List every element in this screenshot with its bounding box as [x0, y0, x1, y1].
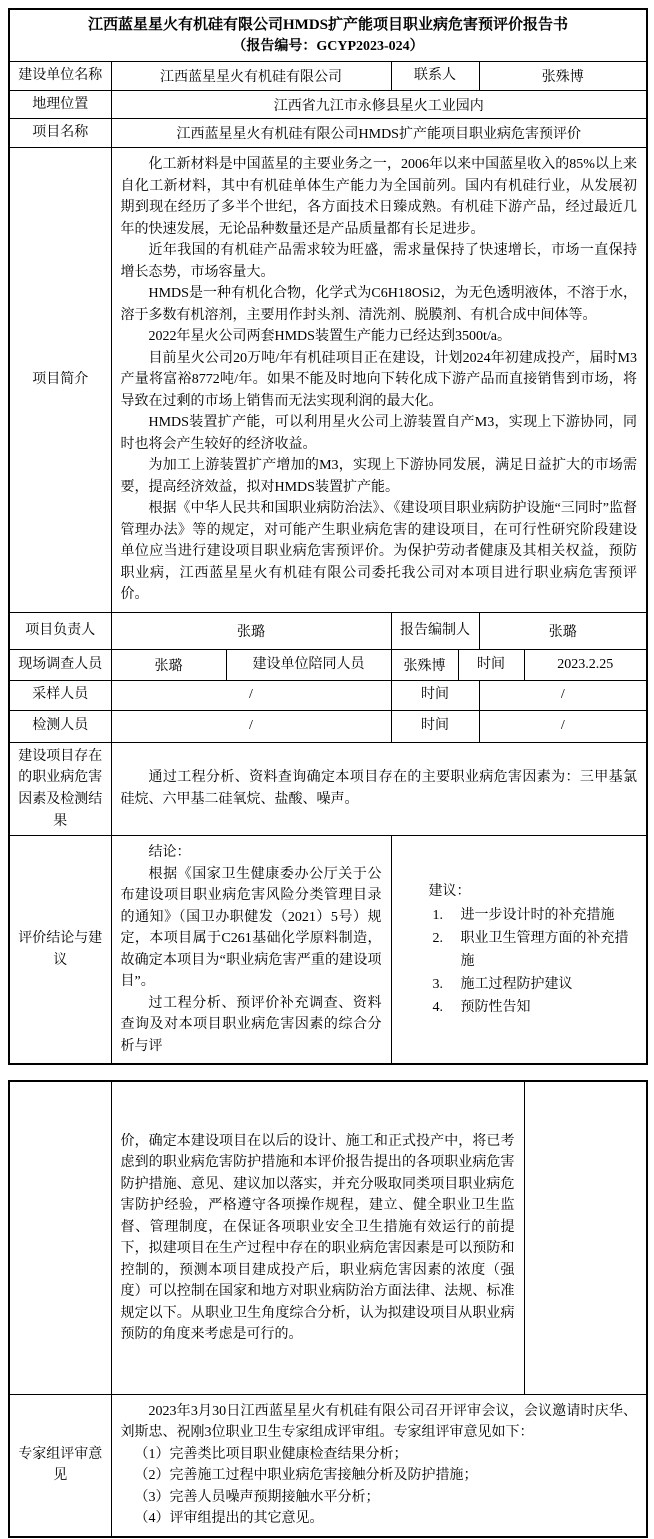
page-break-gap [8, 1065, 646, 1080]
project-intro-content [111, 148, 647, 613]
expert-review-item: （3）完善人员噪声预期接触水平分析； [134, 1489, 380, 1505]
intro-paragraph: 目前星火公司20万吨/年有机硅项目正在建设，计划2024年初建成投产，届时M3产量将富裕8772吨/年。如果不能及时地向下转化成下游产品而直接销售到市场，将导致在过剩的市场上销售而无法实现利润的最大化。 [120, 350, 638, 409]
intro-paragraph: 为加工上游装置扩产增加的M3，实现上下游协同发展，满足日益扩大的市场需要，提高经济效益，拟对HMDS装置扩产能。 [120, 458, 638, 495]
expert-review-label: 专家组评审意见 [9, 1394, 111, 1537]
intro-paragraph: HMDS装置扩产能，可以利用星火公司上游装置自产M3，实现上下游协同，同时也将会产生较好的经济收益。 [120, 415, 638, 452]
project-intro-row [9, 148, 647, 613]
suggestion-item: 4. 预防性告知 [447, 996, 638, 1019]
sampling-time-value: / [479, 680, 647, 710]
editor-value: 张璐 [479, 612, 647, 649]
continuation-text: 价，确定本建设项目在以后的设计、施工和正式投产中，将已考虑到的职业病危害防护措施和本评价报告提出的各项职业病危害防护措施、意见、建议加以落实，并充分吸取同类项目职业病危害防护经验，严格遵守各项操作规程，建立、健全职业卫生监督、管理制度，在保证各项职业安全卫生措施有效运行的前提下，拟建项目在生产过程中存在的职业病危害因素是可以预防和控制的，预测本项目建成投产后，职业病危害因素的浓度（强度）可以控制在国家和地方对职业病防治方面法律、法规、标准规定以下。从职业卫生角度综合分析，认为拟建设项目从职业病预防的角度来考虑是可行的。 [120, 1133, 515, 1343]
title-cell [9, 9, 647, 62]
sampling-time-label: 时间 [391, 680, 479, 710]
conclusion-label: 评价结论与建议 [9, 836, 111, 1065]
testing-label: 检测人员 [9, 710, 111, 742]
survey-value: 张璐 [111, 649, 226, 680]
location-value: 江西省九江市永修县星火工业园内 [111, 90, 647, 119]
report-table-page1 [8, 8, 648, 1065]
contact-label: 联系人 [391, 62, 479, 91]
report-table-page2 [8, 1080, 648, 1538]
expert-review-cell [111, 1394, 647, 1537]
intro-paragraph: 化工新材料是中国蓝星的主要业务之一，2006年以来中国蓝星收入的85%以上来自化工新材料，其中有机硅单体生产能力为全国前列。国内有机硅行业，从发展初期到现在经历了多半个世纪，各方面技术日臻成熟。有机硅下游产品，经过最近几年的快速发展，无论品种数量还是产品质量都有长足进步。 [120, 157, 638, 237]
expert-review-item: （4）评审组提出的其它意见。 [134, 1511, 324, 1527]
companion-label: 建设单位陪同人员 [226, 649, 391, 680]
survey-time-label: 时间 [458, 649, 524, 680]
title-row [9, 9, 647, 62]
project-name-value: 江西蓝星星火有机硅有限公司HMDS扩产能项目职业病危害预评价 [111, 119, 647, 148]
survey-label: 现场调查人员 [9, 649, 111, 680]
report-title: 江西蓝星星火有机硅有限公司HMDS扩产能项目职业病危害预评价报告书 [88, 17, 569, 33]
conclusion-paragraphs [121, 864, 382, 1058]
testing-value: / [111, 710, 391, 742]
companion-value: 张殊博 [391, 649, 458, 680]
hazard-row [9, 742, 647, 836]
conclusion-row [9, 836, 647, 1065]
conclusion-paragraph: 根据《国家卫生健康委办公厅关于公布建设项目职业病危害风险分类管理目录的通知》（国卫办职健发（2021）5号）规定，本项目属于C261基础化学原料制造，故确定本项目为“职业病危害严重的建设项目”。 [120, 866, 382, 990]
contact-value: 张殊博 [479, 62, 647, 91]
sampling-value: / [111, 680, 391, 710]
suggestion-title: 建议： [428, 883, 471, 899]
continuation-label-empty [9, 1081, 111, 1394]
survey-row [9, 649, 647, 680]
project-name-label: 项目名称 [9, 119, 111, 148]
intro-paragraph: 2022年星火公司两套HMDS装置生产能力已经达到3500t/a。 [148, 329, 511, 345]
expert-review-items [121, 1444, 638, 1530]
report-number: （报告编号：GCYP2023-024） [232, 38, 424, 54]
hazard-label: 建设项目存在的职业病危害因素及检测结果 [9, 742, 111, 836]
location-label: 地理位置 [9, 90, 111, 119]
suggestion-item: 2. 职业卫生管理方面的补充措施 [447, 927, 638, 973]
testing-row [9, 710, 647, 742]
intro-paragraph: 根据《中华人民共和国职业病防治法》、《建设项目职业病防护设施“三同时”监督管理办法》等的规定，对可能产生职业病危害的建设项目，在可行性研究阶段建设单位应当进行建设项目职业病危害预评价。为保护劳动者健康及其相关权益，预防职业病，江西蓝星星火有机硅有限公司委托我公司对本项目进行职业病危害预评价。 [120, 501, 638, 603]
suggestion-item: 1. 进一步设计时的补充措施 [447, 904, 638, 927]
editor-label: 报告编制人 [391, 612, 479, 649]
leader-label: 项目负责人 [9, 612, 111, 649]
continuation-row [9, 1081, 647, 1394]
project-name-row [9, 119, 647, 148]
continuation-right-empty [524, 1081, 647, 1394]
location-row [9, 90, 647, 119]
expert-review-item: （1）完善类比项目职业健康检查结果分析； [134, 1446, 408, 1462]
unit-value: 江西蓝星星火有机硅有限公司 [111, 62, 391, 91]
unit-label: 建设单位名称 [9, 62, 111, 91]
suggestion-cell [391, 836, 647, 1065]
intro-paragraph: HMDS是一种有机化合物，化学式为C6H18OSi2，为无色透明液体，不溶于水，溶于多数有机溶剂，主要用作封头剂、清洗剂、脱膜剂、有机合成中间体等。 [120, 286, 638, 323]
intro-paragraph: 近年我国的有机硅产品需求较为旺盛，需求量保持了快速增长，市场一直保持增长态势，市场容量大。 [120, 243, 638, 280]
suggestion-item: 3. 施工过程防护建议 [447, 973, 638, 996]
unit-row [9, 62, 647, 91]
testing-time-label: 时间 [391, 710, 479, 742]
expert-review-intro: 2023年3月30日江西蓝星星火有机硅有限公司召开评审会议，会议邀请时庆华、刘斯忠、祝刚3位职业卫生专家组成评审组。专家组评审意见如下： [120, 1403, 637, 1441]
conclusion-cell [111, 836, 391, 1065]
conclusion-paragraph: 过工程分析、预评价补充调查、资料查询及对本项目职业病危害因素的综合分析与评 [120, 995, 382, 1054]
hazard-content [111, 742, 647, 836]
continuation-cell [111, 1081, 524, 1394]
leader-value: 张璐 [111, 612, 391, 649]
project-intro-label: 项目简介 [9, 148, 111, 613]
suggestion-list [401, 904, 638, 1019]
sampling-row [9, 680, 647, 710]
conclusion-title: 结论： [148, 845, 191, 861]
expert-review-row [9, 1394, 647, 1537]
testing-time-value: / [479, 710, 647, 742]
survey-time-value: 2023.2.25 [524, 649, 647, 680]
sampling-label: 采样人员 [9, 680, 111, 710]
hazard-text: 通过工程分析、资料查询确定本项目存在的主要职业病危害因素为：三甲基氯硅烷、六甲基二硅氧烷、盐酸、噪声。 [120, 770, 638, 807]
expert-review-item: （2）完善施工过程中职业病危害接触分析及防护措施； [134, 1468, 478, 1484]
leader-row [9, 612, 647, 649]
